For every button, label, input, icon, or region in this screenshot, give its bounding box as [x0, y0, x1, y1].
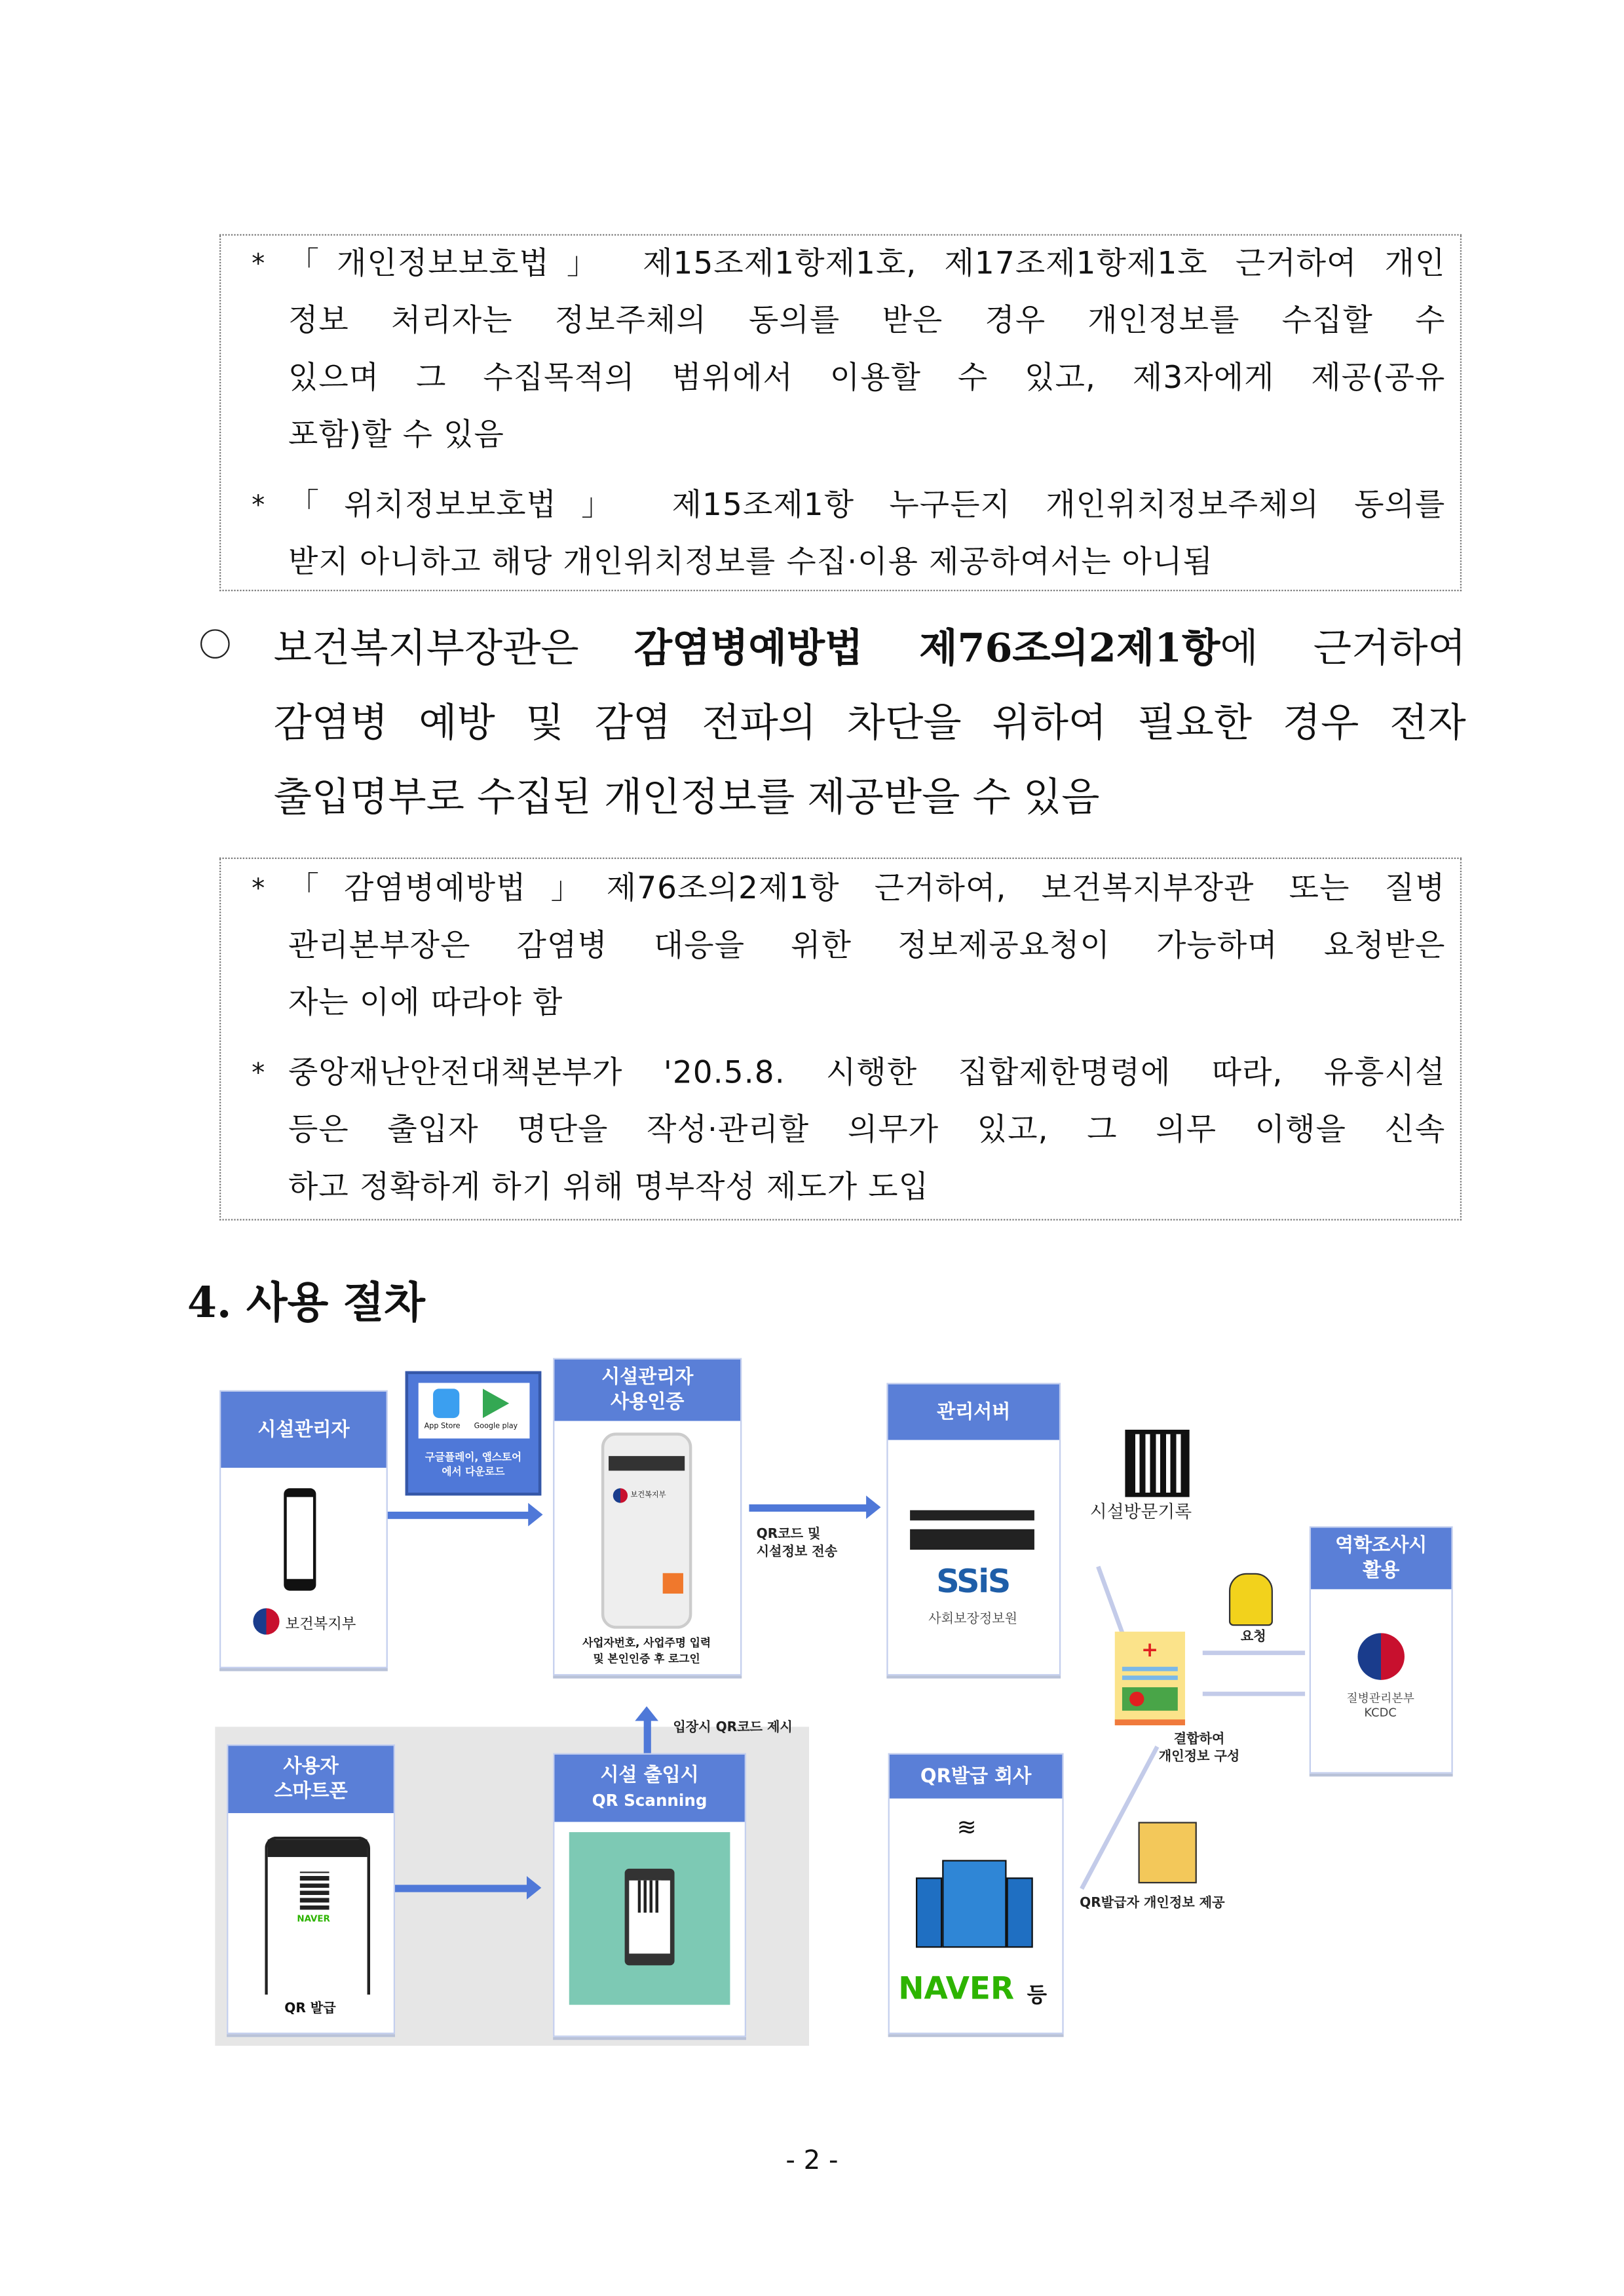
kcdc-name — [1311, 1692, 1450, 1721]
caption-line: 및 본인인증 후 로그인 — [593, 1652, 700, 1666]
app-download-callout — [406, 1371, 542, 1496]
arrow-head-icon — [635, 1706, 658, 1721]
qr-issuer-company-panel — [888, 1753, 1064, 2034]
header-line: 사용자 — [283, 1755, 339, 1778]
note-marker: * — [252, 248, 265, 280]
download-caption — [408, 1450, 538, 1480]
caption-line: 사업자번호, 사업주명 입력 — [582, 1636, 711, 1649]
label-line: 개인정보 구성 — [1158, 1750, 1240, 1765]
combine-label — [1159, 1731, 1240, 1767]
qr-scanning-illustration — [569, 1832, 730, 2005]
flow-arrow — [395, 1885, 529, 1892]
note-line: 있으며 그 수집목적의 범위에서 이용할 수 있고, 제3자에게 제공(공유 — [288, 360, 1446, 395]
label-line: 시설정보 전송 — [756, 1545, 838, 1560]
server-rack-icon — [910, 1529, 1034, 1550]
header-line: 사용인증 — [611, 1391, 685, 1414]
org-name: 질병관리본부 — [1346, 1691, 1414, 1705]
section-heading: 4. 사용 절차 — [187, 1277, 425, 1328]
entry-scanning-panel — [553, 1753, 746, 2037]
panel-header — [1311, 1528, 1451, 1590]
note-line: 받지 아니하고 해당 개인위치정보를 수집·이용 제공하여서는 아니됨 — [288, 544, 1213, 580]
note-line: 자는 이에 따라야 함 — [288, 985, 563, 1020]
phone-qr-screen — [265, 1837, 370, 1995]
company-building-icon — [916, 1860, 1033, 1948]
label-line: 결합하여 — [1173, 1732, 1225, 1748]
header-line: 스마트폰 — [274, 1780, 348, 1803]
panel-header — [554, 1360, 740, 1421]
present-qr-label: 입장시 QR코드 제시 — [673, 1721, 793, 1736]
law-reference: 감염병예방법 제76조의2제1항 — [633, 626, 1220, 672]
note-line: 「감염병예방법」제76조의2제1항 근거하여, 보건복지부장관 또는 질병 — [288, 870, 1446, 906]
smartphone-icon — [284, 1488, 316, 1590]
header-line: 역학조사시 — [1335, 1535, 1427, 1558]
provide-arrow — [1203, 1692, 1305, 1696]
note-line: 하고 정확하게 하기 위해 명부작성 제도가 도입 — [288, 1169, 930, 1205]
text-segment: 에 근거하여 — [1220, 626, 1466, 672]
header-line: 활용 — [1363, 1559, 1400, 1582]
request-arrow — [1203, 1651, 1305, 1655]
panel-header: 관리서버 — [888, 1385, 1059, 1440]
label-line: QR코드 및 — [756, 1527, 821, 1542]
paragraph-line: 감염병 예방 및 감염 전파의 차단을 위하여 필요한 경우 전자 — [273, 700, 1466, 746]
note-line: 포함)할 수 있음 — [288, 417, 504, 453]
note-line: 「개인정보보호법」 제15조제1항제1호, 제17조제1항제1호 근거하여 개인 — [288, 246, 1446, 281]
up-arrow — [644, 1718, 651, 1753]
hazmat-worker-icon — [1229, 1573, 1273, 1626]
request-label: 요청 — [1240, 1630, 1266, 1645]
note-marker: * — [252, 873, 265, 905]
manager-auth-panel — [553, 1358, 742, 1676]
screen-brand: NAVER — [297, 1914, 330, 1924]
personal-record-document-icon: + — [1115, 1632, 1185, 1725]
store-label: App Store — [424, 1422, 461, 1432]
panel-header: QR발급 회사 — [890, 1755, 1063, 1799]
text-segment: 보건복지부장관은 — [273, 626, 634, 672]
note-marker: * — [252, 490, 265, 522]
ministry-logo-text: 보건복지부 — [285, 1617, 356, 1634]
naver-logo: NAVER — [898, 1971, 1015, 2006]
visit-record-label: 시설방문기록 — [1089, 1501, 1192, 1522]
app-store-icon — [433, 1388, 459, 1418]
note-line: 정보 처리자는 정보주체의 동의를 받은 경우 개인정보를 수집할 수 — [288, 303, 1446, 338]
user-smartphone-panel — [227, 1744, 395, 2034]
store-icons — [419, 1383, 530, 1438]
header-line: 시설 출입시 — [600, 1765, 699, 1787]
store-label: Google play — [474, 1422, 518, 1432]
flow-arrow — [388, 1512, 531, 1519]
note-line: 중앙재난안전대책본부가 '20.5.8. 시행한 집합제한명령에 따라, 유흥시설 — [288, 1055, 1446, 1090]
panel-header: 시설관리자 — [221, 1392, 386, 1468]
transfer-label — [757, 1526, 838, 1561]
panel-header — [228, 1746, 393, 1813]
caption-line: 구글플레이, 앱스토어 — [425, 1451, 522, 1464]
server-rack-icon — [910, 1510, 1034, 1521]
note-line: 「위치정보보호법」 제15조제1항 누구든지 개인위치정보주체의 동의를 — [288, 487, 1446, 523]
etc-suffix: 등 — [1027, 1984, 1047, 2008]
personal-info-profile-icon — [1139, 1822, 1197, 1883]
caption-line: 에서 다운로드 — [442, 1466, 505, 1478]
login-button-graphic — [663, 1573, 683, 1594]
screen-logo-text: 보건복지부 — [630, 1491, 666, 1501]
provide-info-label: QR발급자 개인정보 제공 — [1080, 1896, 1225, 1911]
auth-caption — [554, 1635, 738, 1667]
government-emblem-icon — [1358, 1633, 1405, 1679]
flow-arrow — [749, 1504, 869, 1512]
thin-arrow — [1096, 1566, 1124, 1634]
wifi-icon: ≋ — [956, 1813, 977, 1841]
header-line: 시설관리자 — [601, 1366, 694, 1389]
header-line: QR Scanning — [592, 1791, 708, 1810]
page-number: - 2 - — [785, 2145, 839, 2176]
paragraph-line: 출입명부로 수집된 개인정보를 제공받을 수 있음 — [273, 775, 1100, 821]
note-line: 관리본부장은 감염병 대응을 위한 정보제공요청이 가능하며 요청받은 — [288, 927, 1446, 963]
note-line: 등은 출입자 명단을 작성·관리할 의무가 있고, 그 의무 이행을 신속 — [288, 1112, 1446, 1147]
qr-code-icon — [1129, 1434, 1185, 1493]
panel-header — [554, 1755, 744, 1822]
phone-login-screen — [601, 1432, 692, 1628]
org-name: 사회보장정보원 — [928, 1613, 1018, 1628]
epidemiology-panel — [1310, 1526, 1453, 1773]
note-marker: * — [252, 1058, 265, 1089]
government-emblem-icon — [613, 1488, 628, 1502]
google-play-icon — [483, 1388, 509, 1418]
facility-manager-panel — [219, 1390, 388, 1668]
ssis-logo: SSiS — [936, 1564, 1010, 1601]
management-server-panel — [886, 1383, 1061, 1675]
qr-code-icon — [300, 1871, 330, 1909]
org-name-en: KCDC — [1364, 1706, 1397, 1720]
government-emblem-icon — [253, 1608, 279, 1634]
qr-issue-caption: QR 발급 — [284, 2002, 336, 2017]
